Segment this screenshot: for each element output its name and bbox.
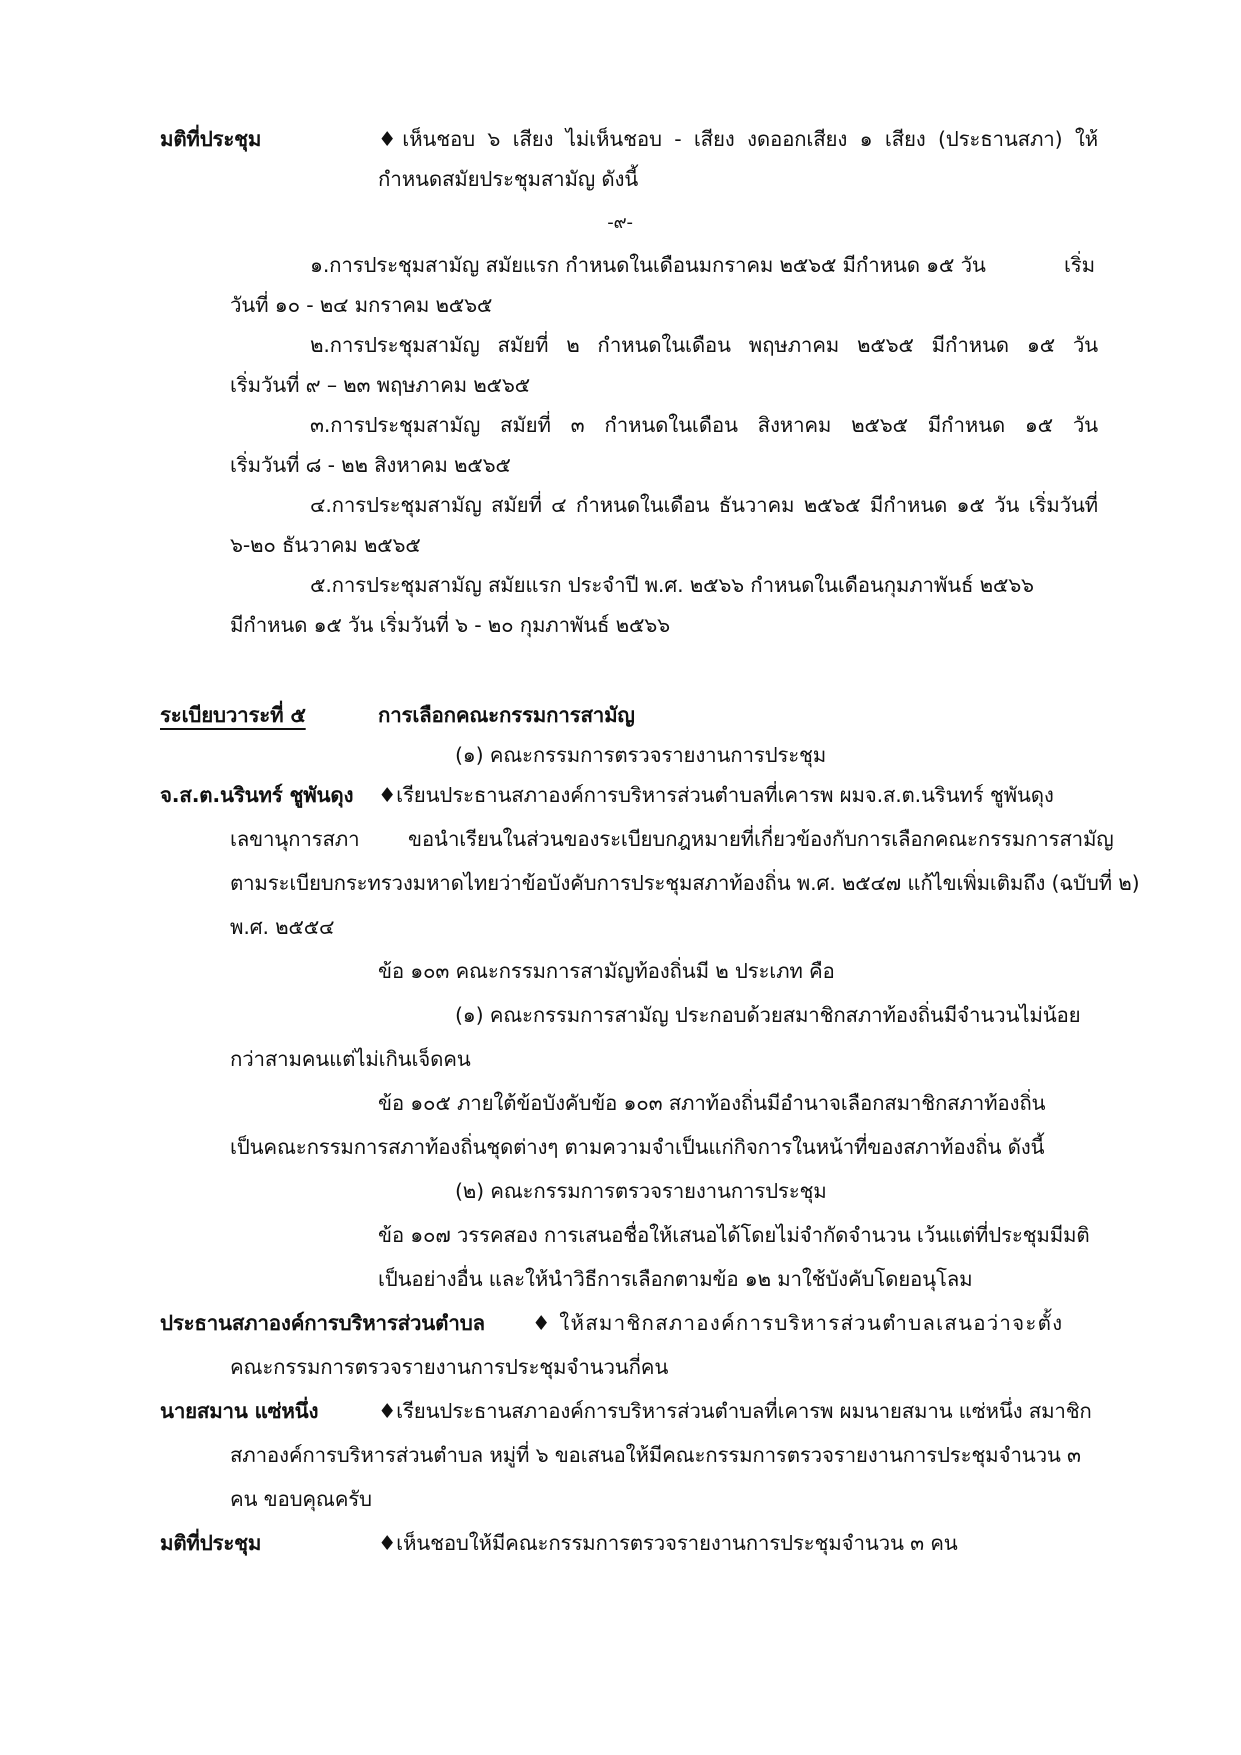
session-item-line: ๕.การประชุมสามัญ สมัยแรก ประจำปี พ.ศ. ๒๕๖๖ กำหนดในเดือนกุมภาพันธ์ ๒๕๖๖ xyxy=(310,573,1034,597)
clause-line: (๑) คณะกรรมการสามัญ ประกอบด้วยสมาชิกสภาท้องถิ่นมีจำนวนไม่น้อย xyxy=(455,1003,1081,1027)
resolution-text-line: กำหนดสมัยประชุมสามัญ ดังนี้ xyxy=(378,167,639,191)
resolution-text-line: ♦เห็นชอบ ๖ เสียง ไม่เห็นชอบ - เสียง งดออกเสียง ๑ เสียง (ประธานสภา) ให้ xyxy=(378,127,1098,151)
session-item-line: เริ่มวันที่ ๘ - ๒๒ สิงหาคม ๒๕๖๕ xyxy=(230,453,511,477)
session-item-line: ๑.การประชุมสามัญ สมัยแรก กำหนดในเดือนมกราคม ๒๕๖๕ มีกำหนด ๑๕ วัน xyxy=(310,253,986,277)
speech-line: สภาองค์การบริหารส่วนตำบล หมู่ที่ ๖ ขอเสนอให้มีคณะกรรมการตรวจรายงานการประชุมจำนวน ๓ xyxy=(230,1443,1081,1467)
agenda-subtitle: (๑) คณะกรรมการตรวจรายงานการประชุม xyxy=(455,743,827,767)
speech-line: ♦ ให้สมาชิกสภาองค์การบริหารส่วนตำบลเสนอว่าจะตั้ง xyxy=(532,1311,1064,1335)
session-item-line: ๓.การประชุมสามัญ สมัยที่ ๓ กำหนดในเดือน สิงหาคม ๒๕๖๕ มีกำหนด ๑๕ วัน xyxy=(310,413,1098,437)
session-item-line: มีกำหนด ๑๕ วัน เริ่มวันที่ ๖ - ๒๐ กุมภาพันธ์ ๒๕๖๖ xyxy=(230,613,670,637)
speaker-name: นายสมาน แซ่หนึ่ง xyxy=(160,1399,319,1423)
agenda-title: การเลือกคณะกรรมการสามัญ xyxy=(378,703,635,727)
clause-line: เป็นคณะกรรมการสภาท้องถิ่นชุดต่างๆ ตามความจำเป็นแก่กิจการในหน้าที่ของสภาท้องถิ่น ดังนี้ xyxy=(230,1135,1045,1159)
page-number: -๙- xyxy=(607,212,633,233)
speech-line: คน ขอบคุณครับ xyxy=(230,1487,372,1511)
clause-line: กว่าสามคนแต่ไม่เกินเจ็ดคน xyxy=(230,1047,471,1071)
speech-line: ขอนำเรียนในส่วนของระเบียบกฎหมายที่เกี่ยวข้องกับการเลือกคณะกรรมการสามัญ xyxy=(408,827,1114,851)
speaker-name: จ.ส.ต.นรินทร์ ชูพันดุง xyxy=(160,783,354,807)
clause-line: ข้อ ๑๐๕ ภายใต้ข้อบังคับข้อ ๑๐๓ สภาท้องถิ่นมีอำนาจเลือกสมาชิกสภาท้องถิ่น xyxy=(378,1091,1046,1115)
speech-line: คณะกรรมการตรวจรายงานการประชุมจำนวนกี่คน xyxy=(230,1355,669,1379)
session-item-line: ๔.การประชุมสามัญ สมัยที่ ๔ กำหนดในเดือน ธันวาคม ๒๕๖๕ มีกำหนด ๑๕ วัน เริ่มวันที่ xyxy=(310,493,1098,517)
speaker-name: ประธานสภาองค์การบริหารส่วนตำบล xyxy=(160,1311,485,1335)
resolution-label: มติที่ประชุม xyxy=(160,127,262,151)
session-item-line: ๖-๒๐ ธันวาคม ๒๕๖๕ xyxy=(230,533,421,557)
clause-line: ข้อ ๑๐๓ คณะกรรมการสามัญท้องถิ่นมี ๒ ประเภท คือ xyxy=(378,959,835,983)
speech-line: พ.ศ. ๒๕๕๔ xyxy=(230,915,335,939)
speaker-role: เลขานุการสภา xyxy=(230,827,360,851)
speech-line: ♦เรียนประธานสภาองค์การบริหารส่วนตำบลที่เคารพ ผมจ.ส.ต.นรินทร์ ชูพันดุง xyxy=(378,783,1054,807)
resolution-text-line: ♦เห็นชอบให้มีคณะกรรมการตรวจรายงานการประชุมจำนวน ๓ คน xyxy=(378,1531,958,1555)
clause-line: ข้อ ๑๐๗ วรรคสอง การเสนอชื่อให้เสนอได้โดยไม่จำกัดจำนวน เว้นแต่ที่ประชุมมีมติ xyxy=(378,1223,1090,1247)
clause-line: (๒) คณะกรรมการตรวจรายงานการประชุม xyxy=(455,1179,827,1203)
resolution-label: มติที่ประชุม xyxy=(160,1531,262,1555)
clause-line: เป็นอย่างอื่น และให้นำวิธีการเลือกตามข้อ ๑๒ มาใช้บังคับโดยอนุโลม xyxy=(378,1267,973,1291)
agenda-label: ระเบียบวาระที่ ๕ xyxy=(160,703,306,727)
session-item-line: เริ่มวันที่ ๙ – ๒๓ พฤษภาคม ๒๕๖๕ xyxy=(230,373,530,397)
session-item-line: วันที่ ๑๐ - ๒๔ มกราคม ๒๕๖๕ xyxy=(230,293,493,317)
session-item-line: ๒.การประชุมสามัญ สมัยที่ ๒ กำหนดในเดือน พฤษภาคม ๒๕๖๕ มีกำหนด ๑๕ วัน xyxy=(310,333,1098,357)
session-item-line: เริ่ม xyxy=(1064,253,1095,277)
speech-line: ♦เรียนประธานสภาองค์การบริหารส่วนตำบลที่เคารพ ผมนายสมาน แซ่หนึ่ง สมาชิก xyxy=(378,1399,1092,1423)
speech-line: ตามระเบียบกระทรวงมหาดไทยว่าข้อบังคับการประชุมสภาท้องถิ่น พ.ศ. ๒๕๔๗ แก้ไขเพิ่มเติมถึง (ฉบับที่ ๒) xyxy=(230,871,1140,895)
